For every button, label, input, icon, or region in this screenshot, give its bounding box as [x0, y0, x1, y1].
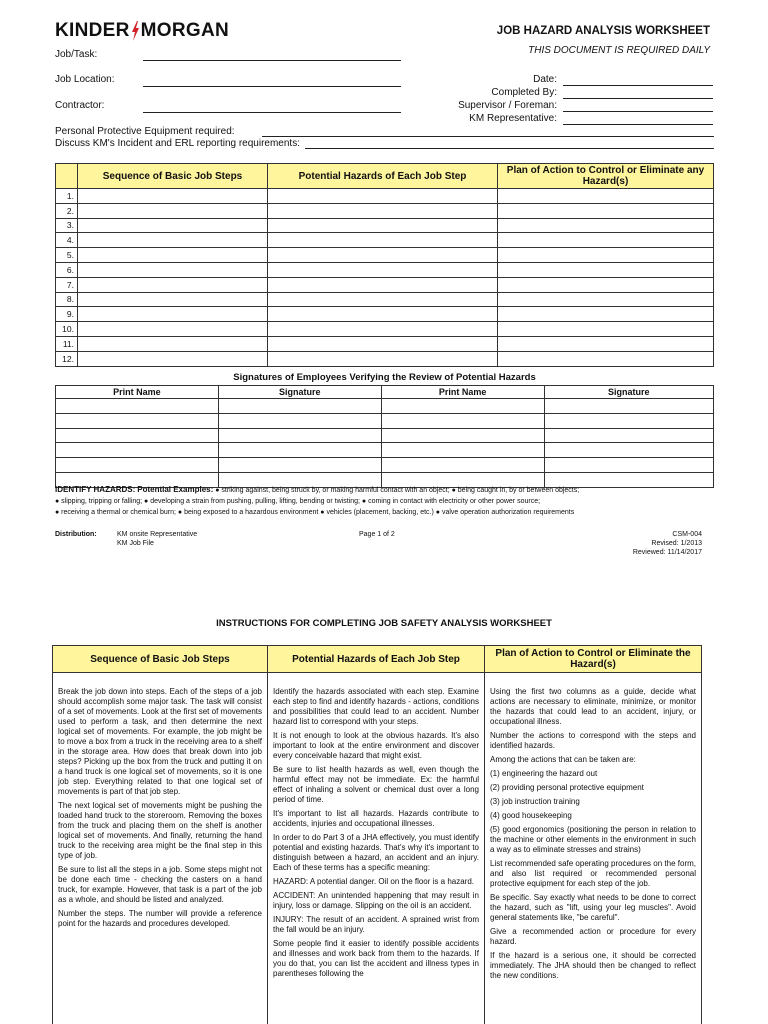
instruction-paragraph: (1) engineering the hazard out	[490, 769, 598, 778]
instruction-paragraph: Among the actions that can be taken are:	[490, 755, 636, 764]
km-rep-label: KM Representative:	[469, 113, 557, 124]
hazards-potential-label: Potential Examples:	[137, 485, 214, 494]
ppe-field[interactable]	[262, 136, 714, 137]
document-title: JOB HAZARD ANALYSIS WORKSHEET	[496, 25, 710, 37]
print-name-cell[interactable]	[56, 443, 219, 458]
document-subtitle: THIS DOCUMENT IS REQUIRED DAILY	[528, 45, 710, 56]
action-cell[interactable]	[498, 262, 714, 277]
action-column-header: Plan of Action to Control or Eliminate any Hazard(s)	[498, 164, 714, 189]
instructions-table	[52, 645, 702, 1024]
action-cell[interactable]	[498, 292, 714, 307]
instruction-paragraph: It's important to list all hazards. Hazards contribute to accidents, injuries and occupational illnesses.	[273, 809, 479, 828]
instruction-paragraph: INJURY: The result of an accident. A sprained wrist from the fall would be an injury.	[273, 915, 479, 934]
signature-cell[interactable]	[544, 458, 713, 473]
signature-cell[interactable]	[544, 399, 713, 414]
instructions-title: INSTRUCTIONS FOR COMPLETING JOB SAFETY ANALYSIS WORKSHEET	[216, 618, 552, 629]
instructions-action-header: Plan of Action to Control or Eliminate the Hazard(s)	[485, 646, 702, 673]
instruction-paragraph: Be sure to list all the steps in a job. Some steps might not be done each time - checking the casters on a hand truck, for example. However, that task is a part of the job as a whole, and should be listed and analyzed.	[58, 865, 262, 904]
instruction-paragraph: It is not enough to look at the obvious hazards. It's also important to look at the entire environment and discover every conceivable hazard that might exist.	[273, 731, 479, 760]
contractor-field[interactable]	[143, 112, 401, 113]
step-number: 1.	[56, 189, 78, 204]
hazard-cell[interactable]	[268, 351, 498, 366]
hazard-cell[interactable]	[268, 248, 498, 263]
job-location-field[interactable]	[143, 86, 401, 87]
hazards-line-2: ● slipping, tripping or falling; ● developing a strain from pushing, pulling, lifting, bending or twisting; ● coming in contact with electricity or other power source;	[55, 498, 541, 505]
signature-cell[interactable]	[218, 443, 381, 458]
print-name-cell[interactable]	[56, 413, 219, 428]
instruction-paragraph: (3) job instruction training	[490, 797, 580, 806]
instruction-paragraph: (2) providing personal protective equipment	[490, 783, 644, 792]
instruction-paragraph: The next logical set of movements might be pushing the loaded hand truck to the storeroom. Removing the boxes from the truck and placing them on the shelf is another logical set of movements. And finally, returning the hand truck to the receiving area might be the final step in this type of job.	[58, 801, 262, 860]
instructions-steps-text	[53, 673, 268, 1024]
contractor-label: Contractor:	[55, 100, 105, 111]
instructions-hazards-text	[268, 673, 485, 1024]
date-label: Date:	[533, 74, 557, 85]
form-revision-info	[560, 530, 702, 557]
step-number: 2.	[56, 203, 78, 218]
signature-cell[interactable]	[544, 443, 713, 458]
signature-cell[interactable]	[218, 458, 381, 473]
step-number: 3.	[56, 218, 78, 233]
step-cell[interactable]	[78, 292, 268, 307]
step-cell[interactable]	[78, 307, 268, 322]
job-task-label: Job/Task:	[55, 49, 98, 60]
step-cell[interactable]	[78, 262, 268, 277]
action-cell[interactable]	[498, 322, 714, 337]
action-cell[interactable]	[498, 218, 714, 233]
instruction-paragraph: Be sure to list health hazards as well, even though the harmful effect may not be immediate. Ex: the harmful effect of inhaling a solvent or chemical dust over a long period of time.	[273, 765, 479, 804]
instruction-paragraph: Number the steps. The number will provide a reference point for the hazards and procedures developed.	[58, 909, 262, 928]
km-rep-field[interactable]	[563, 124, 713, 125]
hazard-cell[interactable]	[268, 307, 498, 322]
step-row	[56, 189, 714, 204]
hazards-line-1: IDENTIFY HAZARDS: Potential Examples: ● striking against, being struck by, or making harmful contact with an object; ● being caught in, by or between objects;	[55, 485, 580, 494]
action-cell[interactable]	[498, 307, 714, 322]
revised-date: Revised: 1/2013	[651, 540, 702, 547]
signature-row	[56, 413, 714, 428]
hazard-cell[interactable]	[268, 277, 498, 292]
step-row	[56, 336, 714, 351]
distribution-item: KM onsite Representative	[117, 531, 198, 538]
hazards-column-header: Potential Hazards of Each Job Step	[268, 164, 498, 189]
reviewed-date: Reviewed: 11/14/2017	[632, 549, 702, 556]
date-field[interactable]	[563, 85, 713, 86]
signature-row	[56, 428, 714, 443]
hazard-cell[interactable]	[268, 322, 498, 337]
instructions-steps-header: Sequence of Basic Job Steps	[53, 646, 268, 673]
signature-row	[56, 458, 714, 473]
step-row	[56, 233, 714, 248]
step-cell[interactable]	[78, 189, 268, 204]
hazard-cell[interactable]	[268, 336, 498, 351]
signature-cell[interactable]	[218, 413, 381, 428]
logo-text-right: MORGAN	[140, 20, 229, 41]
distribution-item: KM Job File	[117, 540, 154, 547]
action-cell[interactable]	[498, 203, 714, 218]
step-number: 7.	[56, 277, 78, 292]
hazard-cell[interactable]	[268, 292, 498, 307]
action-cell[interactable]	[498, 277, 714, 292]
signature-row	[56, 443, 714, 458]
instruction-paragraph: Give a recommended action or procedure for every hazard.	[490, 927, 696, 946]
form-number: CSM-004	[672, 531, 702, 538]
distribution-label: Distribution:	[55, 531, 97, 538]
signature-row	[56, 399, 714, 414]
step-cell[interactable]	[78, 351, 268, 366]
print-name-cell[interactable]	[56, 399, 219, 414]
company-logo	[55, 20, 229, 42]
instruction-paragraph: Break the job down into steps. Each of the steps of a job should accomplish some major task. The task will consist of a set of movements. Look at the first set of movements used to perform a task, and then determine the next logical set of movements. For example, the job might be to move a box from a truck in the receiving area to a shelf in the storage area. How does that break down into job steps? Picking up the box from the truck and putting it on a hand truck is one logical set of movements, so it is one job step. Everything related to that one logical set of movements is part of that job step.	[58, 687, 262, 796]
step-row	[56, 248, 714, 263]
step-number: 10.	[56, 322, 78, 337]
completed-by-label: Completed By:	[491, 87, 557, 98]
step-row	[56, 203, 714, 218]
print-name-cell[interactable]	[381, 443, 544, 458]
hazards-line-3: ● receiving a thermal or chemical burn; ● being exposed to a hazardous environment ● vehicles (placement, backing, etc.) ● valve operation authorization requirements	[55, 509, 575, 516]
signature-header: Signature	[544, 386, 713, 399]
step-row	[56, 292, 714, 307]
discuss-field[interactable]	[305, 148, 714, 149]
completed-by-field[interactable]	[563, 98, 713, 99]
page-number: Page 1 of 2	[359, 531, 395, 538]
signature-cell[interactable]	[544, 413, 713, 428]
job-location-label: Job Location:	[55, 74, 115, 85]
print-name-cell[interactable]	[381, 458, 544, 473]
instruction-paragraph: If the hazard is a serious one, it should be corrected immediately. The JHA should then be changed to reflect the new conditions.	[490, 951, 696, 980]
ppe-label: Personal Protective Equipment required:	[55, 126, 235, 137]
step-row	[56, 262, 714, 277]
step-row	[56, 218, 714, 233]
instruction-paragraph: Be specific. Say exactly what needs to be done to correct the hazard, such as "lift, using your leg muscles". Avoid general statements like, "be careful".	[490, 893, 696, 922]
action-cell[interactable]	[498, 248, 714, 263]
instruction-paragraph: HAZARD: A potential danger. Oil on the floor is a hazard.	[273, 877, 474, 886]
action-cell[interactable]	[498, 351, 714, 366]
logo-text-left: KINDER	[55, 20, 130, 41]
print-name-header: Print Name	[56, 386, 219, 399]
instruction-paragraph: ACCIDENT: An unintended happening that may result in injury, loss or damage. Slipping on the oil is an accident.	[273, 891, 479, 910]
instruction-paragraph: Some people find it easier to identify possible accidents and illnesses and work back from them to the hazards. If you do that, you can list the accident and illness types in parentheses following the	[273, 939, 479, 978]
print-name-cell[interactable]	[381, 428, 544, 443]
step-number: 12.	[56, 351, 78, 366]
signature-cell[interactable]	[218, 399, 381, 414]
print-name-header: Print Name	[381, 386, 544, 399]
instruction-paragraph: (5) good ergonomics (positioning the person in relation to the machine or other elements in the environment in such a way as to eliminate stresses and strains)	[490, 825, 696, 854]
job-task-field[interactable]	[143, 60, 401, 61]
hazard-cell[interactable]	[268, 233, 498, 248]
supervisor-label: Supervisor / Foreman:	[458, 100, 557, 111]
step-number: 5.	[56, 248, 78, 263]
instruction-paragraph: (4) good housekeeping	[490, 811, 572, 820]
print-name-cell[interactable]	[56, 428, 219, 443]
signatures-title: Signatures of Employees Verifying the Review of Potential Hazards	[233, 372, 536, 383]
signature-cell[interactable]	[544, 428, 713, 443]
hazard-cell[interactable]	[268, 203, 498, 218]
print-name-cell[interactable]	[56, 458, 219, 473]
instruction-paragraph: Using the first two columns as a guide, decide what actions are necessary to eliminate, minimize, or monitor the hazards that could lead to an accident, injury, or occupational illness.	[490, 687, 696, 726]
signature-header: Signature	[218, 386, 381, 399]
hazard-cell[interactable]	[268, 262, 498, 277]
signatures-table	[55, 385, 714, 488]
step-number: 11.	[56, 336, 78, 351]
step-number: 6.	[56, 262, 78, 277]
instruction-paragraph: In order to do Part 3 of a JHA effectively, you must identify potential and existing hazards. That's why it's important to distinguish between a hazard, an accident and an injury. Each of these terms has a specific meaning:	[273, 833, 479, 872]
hazard-cell[interactable]	[268, 218, 498, 233]
step-cell[interactable]	[78, 322, 268, 337]
step-cell[interactable]	[78, 248, 268, 263]
action-cell[interactable]	[498, 189, 714, 204]
action-cell[interactable]	[498, 233, 714, 248]
step-row	[56, 277, 714, 292]
step-cell[interactable]	[78, 218, 268, 233]
distribution-list	[117, 530, 197, 548]
instruction-paragraph: Number the actions to correspond with the steps and identified hazards.	[490, 731, 696, 750]
instruction-paragraph: Identify the hazards associated with each step. Examine each step to find and identify hazards - actions, conditions and possibilities that could lead to an accident. Number hazard list to correspond with your steps.	[273, 687, 479, 726]
step-row	[56, 307, 714, 322]
signature-cell[interactable]	[218, 428, 381, 443]
print-name-cell[interactable]	[381, 413, 544, 428]
step-cell[interactable]	[78, 277, 268, 292]
step-row	[56, 351, 714, 366]
job-steps-table	[55, 163, 714, 367]
instructions-action-text	[485, 673, 702, 1024]
lightning-bolt-icon	[131, 21, 140, 41]
hazard-cell[interactable]	[268, 189, 498, 204]
hazards-label: IDENTIFY HAZARDS:	[55, 485, 136, 494]
step-number: 4.	[56, 233, 78, 248]
instruction-paragraph: List recommended safe operating procedures on the form, and also list required or recommended personal protective equipment for each step of the job.	[490, 859, 696, 888]
supervisor-field[interactable]	[563, 111, 713, 112]
instructions-hazards-header: Potential Hazards of Each Job Step	[268, 646, 485, 673]
steps-column-header: Sequence of Basic Job Steps	[78, 164, 268, 189]
step-row	[56, 322, 714, 337]
step-number: 8.	[56, 292, 78, 307]
step-cell[interactable]	[78, 233, 268, 248]
identify-hazards-section	[55, 484, 714, 518]
step-cell[interactable]	[78, 203, 268, 218]
number-column-header	[56, 164, 78, 189]
print-name-cell[interactable]	[381, 399, 544, 414]
discuss-label: Discuss KM's Incident and ERL reporting requirements:	[55, 138, 300, 149]
action-cell[interactable]	[498, 336, 714, 351]
step-cell[interactable]	[78, 336, 268, 351]
step-number: 9.	[56, 307, 78, 322]
